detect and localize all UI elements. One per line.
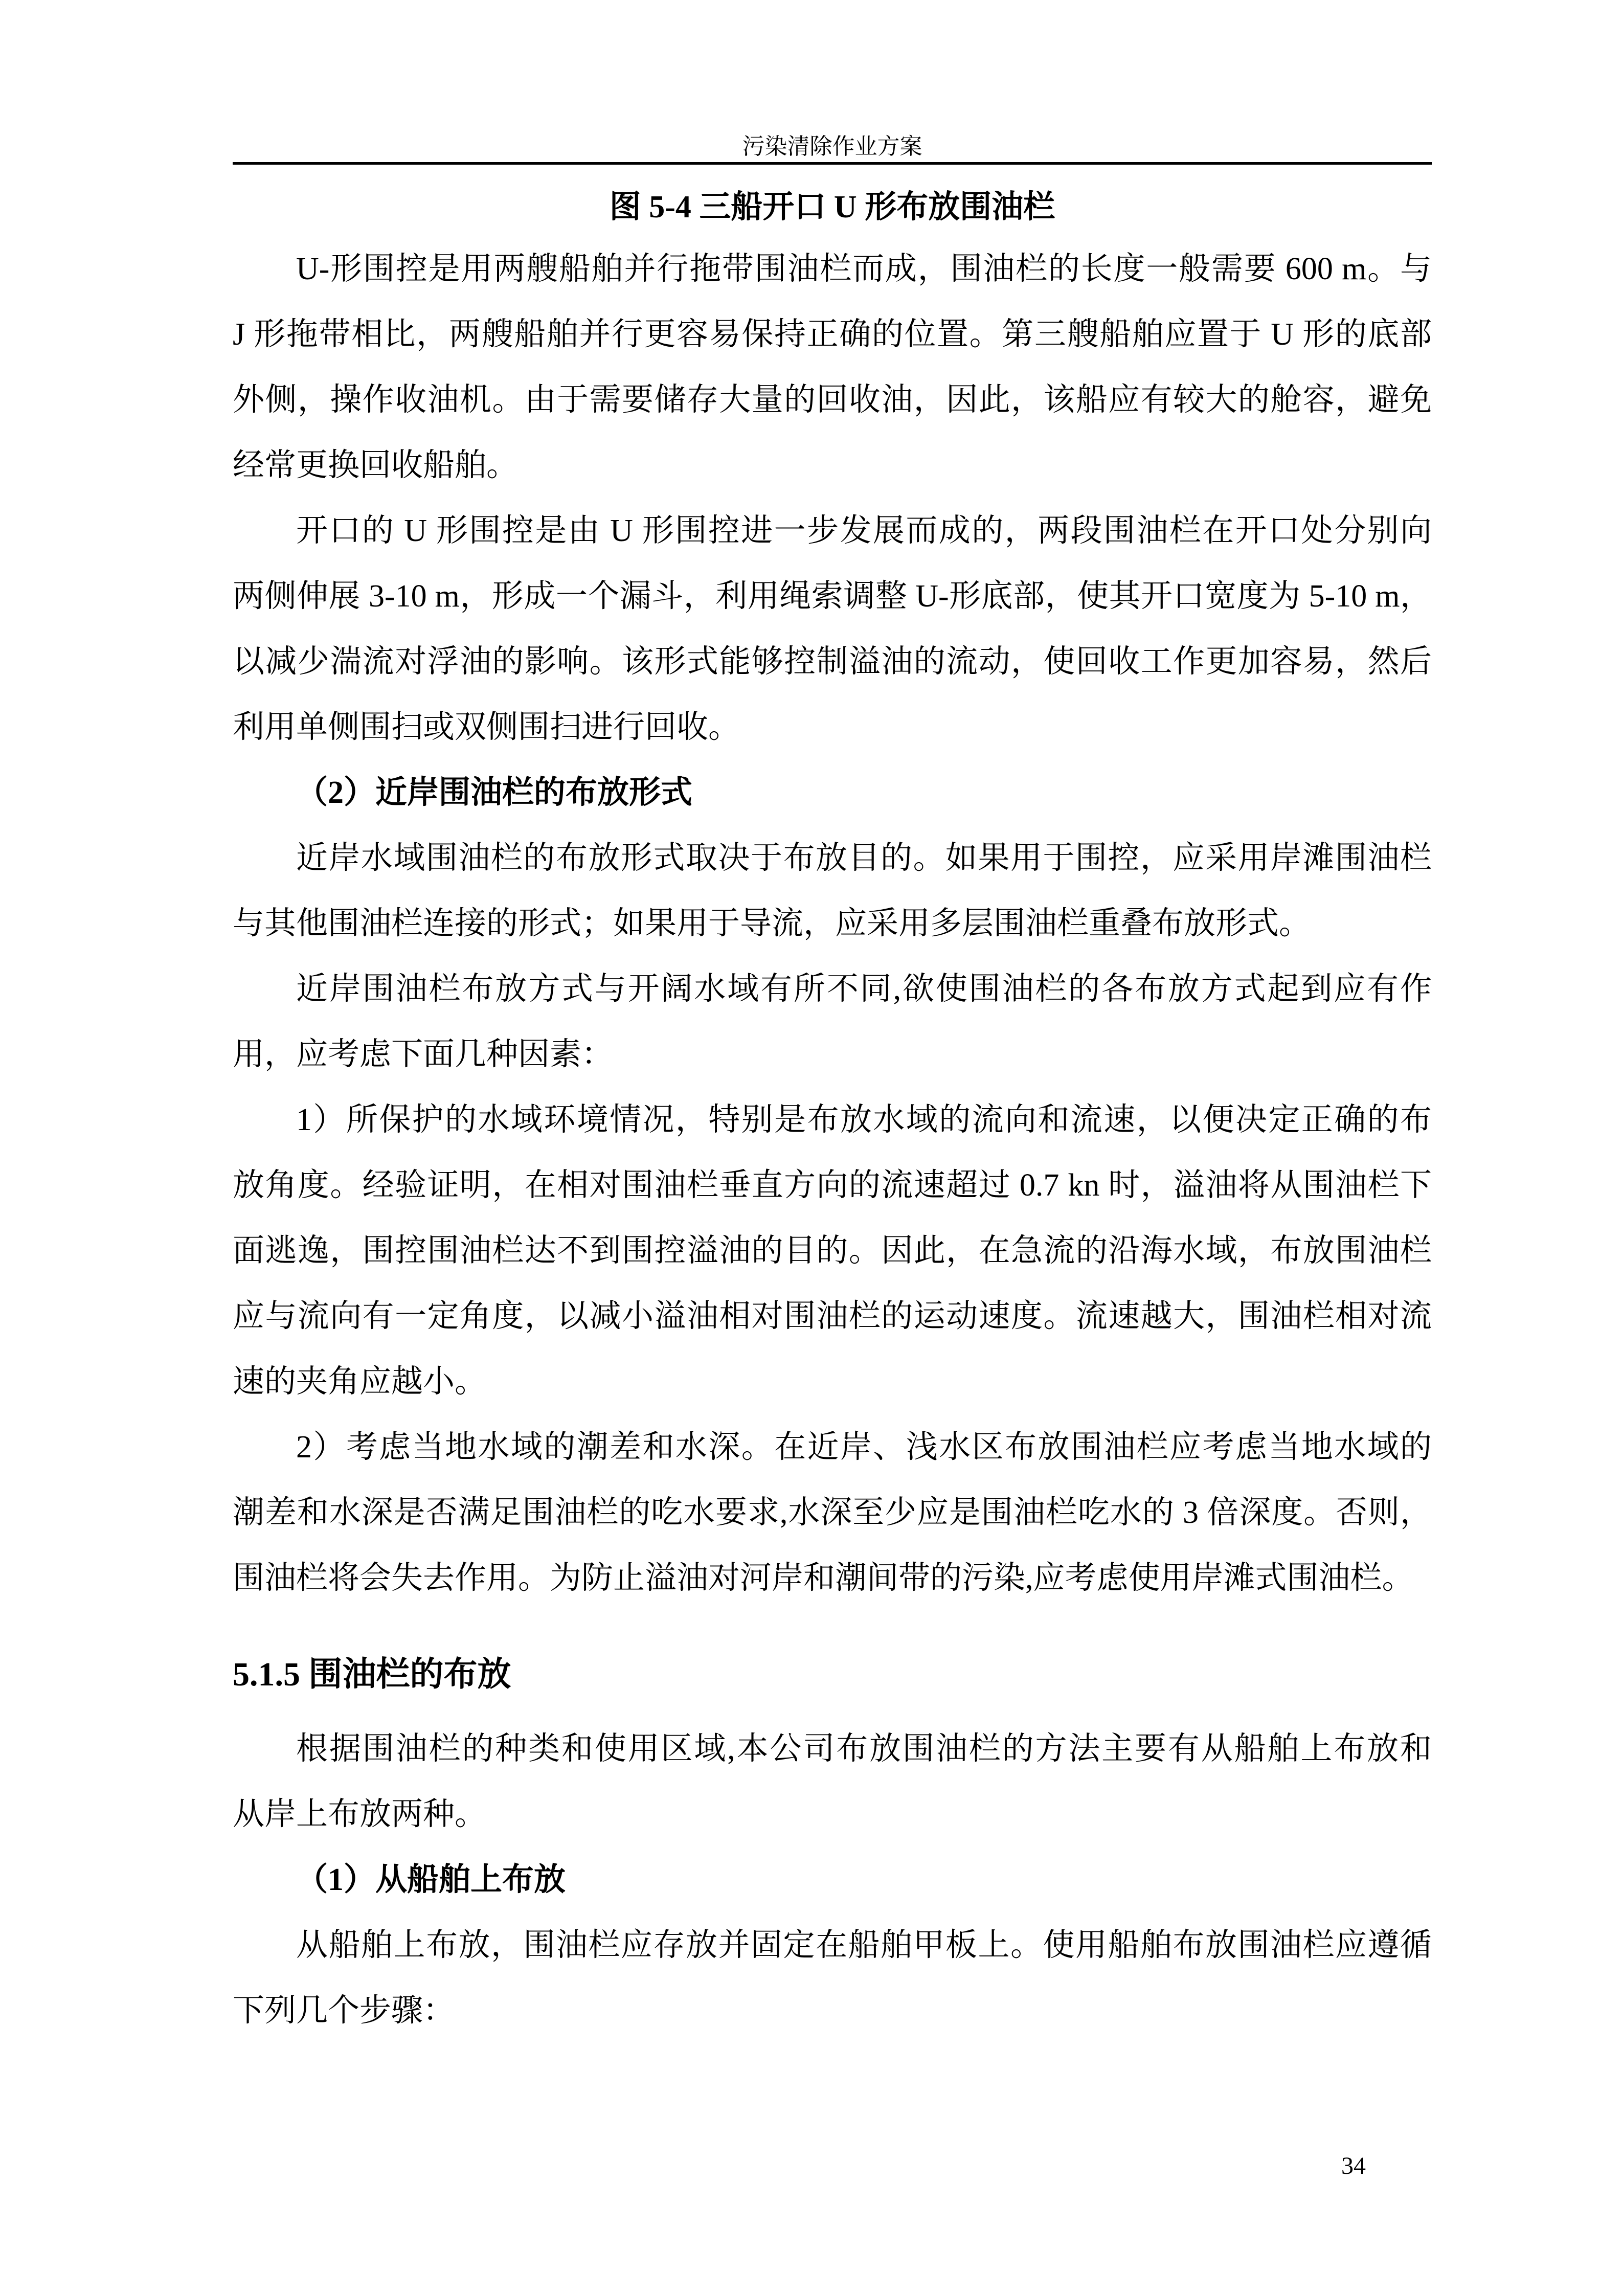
paragraph-line: J 形拖带相比，两艘船舶并行更容易保持正确的位置。第三艘船舶应置于 U 形的底部: [233, 317, 1432, 352]
header-rule: [233, 162, 1432, 165]
paragraph-line: 经常更换回收船舶。: [233, 448, 519, 483]
paragraph-line: 潮差和水深是否满足围油栏的吃水要求,水深至少应是围油栏吃水的 3 倍深度。否则，: [233, 1495, 1432, 1530]
sub-heading: （1）从船舶上布放: [296, 1862, 566, 1897]
section-heading: 5.1.5 围油栏的布放: [233, 1656, 511, 1693]
paragraph-line: 围油栏将会失去作用。为防止溢油对河岸和潮间带的污染,应考虑使用岸滩式围油栏。: [233, 1561, 1414, 1595]
figure-caption: 图 5-4 三船开口 U 形布放围油栏: [609, 190, 1055, 224]
paragraph-line: 放角度。经验证明，在相对围油栏垂直方向的流速超过 0.7 kn 时，溢油将从围油栏下: [233, 1168, 1432, 1203]
paragraph-line: 面逃逸，围控围油栏达不到围控溢油的目的。因此，在急流的沿海水域，布放围油栏: [233, 1233, 1432, 1268]
page-number: 34: [1341, 2152, 1366, 2179]
paragraph-line: 2）考虑当地水域的潮差和水深。在近岸、浅水区布放围油栏应考虑当地水域的: [296, 1430, 1432, 1465]
paragraph-line: 从船舶上布放，围油栏应存放并固定在船舶甲板上。使用船舶布放围油栏应遵循: [296, 1928, 1432, 1963]
paragraph-line: 利用单侧围扫或双侧围扫进行回收。: [233, 710, 740, 745]
paragraph-line: 从岸上布放两种。: [233, 1797, 487, 1832]
paragraph-line: 应与流向有一定角度，以减小溢油相对围油栏的运动速度。流速越大，围油栏相对流: [233, 1299, 1432, 1334]
paragraph-line: 外侧，操作收油机。由于需要储存大量的回收油，因此，该船应有较大的舱容，避免: [233, 382, 1432, 417]
paragraph-line: 根据围油栏的种类和使用区域,本公司布放围油栏的方法主要有从船舶上布放和: [296, 1731, 1432, 1766]
paragraph-line: 近岸围油栏布放方式与开阔水域有所不同,欲使围油栏的各布放方式起到应有作: [296, 972, 1432, 1006]
paragraph-line: 用，应考虑下面几种因素：: [233, 1037, 614, 1072]
paragraph-line: 两侧伸展 3-10 m，形成一个漏斗，利用绳索调整 U-形底部，使其开口宽度为 5-10 m，: [233, 579, 1432, 614]
sub-heading: （2）近岸围油栏的布放形式: [296, 775, 693, 810]
document-body: [233, 178, 1432, 2043]
paragraph-line: 以减少湍流对浮油的影响。该形式能够控制溢油的流动，使回收工作更加容易，然后: [233, 644, 1432, 679]
page-header-title: 污染清除作业方案: [742, 134, 922, 159]
paragraph-line: 下列几个步骤：: [233, 1993, 455, 2028]
paragraph-line: 开口的 U 形围控是由 U 形围控进一步发展而成的，两段围油栏在开口处分别向: [296, 513, 1432, 548]
paragraph-line: 与其他围油栏连接的形式；如果用于导流，应采用多层围油栏重叠布放形式。: [233, 906, 1311, 941]
paragraph-line: 速的夹角应越小。: [233, 1364, 487, 1399]
paragraph-line: 近岸水域围油栏的布放形式取决于布放目的。如果用于围控，应采用岸滩围油栏: [296, 841, 1432, 875]
paragraph-line: U-形围控是用两艘船舶并行拖带围油栏而成，围油栏的长度一般需要 600 m。与: [296, 252, 1432, 286]
paragraph-line: 1）所保护的水域环境情况，特别是布放水域的流向和流速，以便决定正确的布: [296, 1102, 1432, 1137]
